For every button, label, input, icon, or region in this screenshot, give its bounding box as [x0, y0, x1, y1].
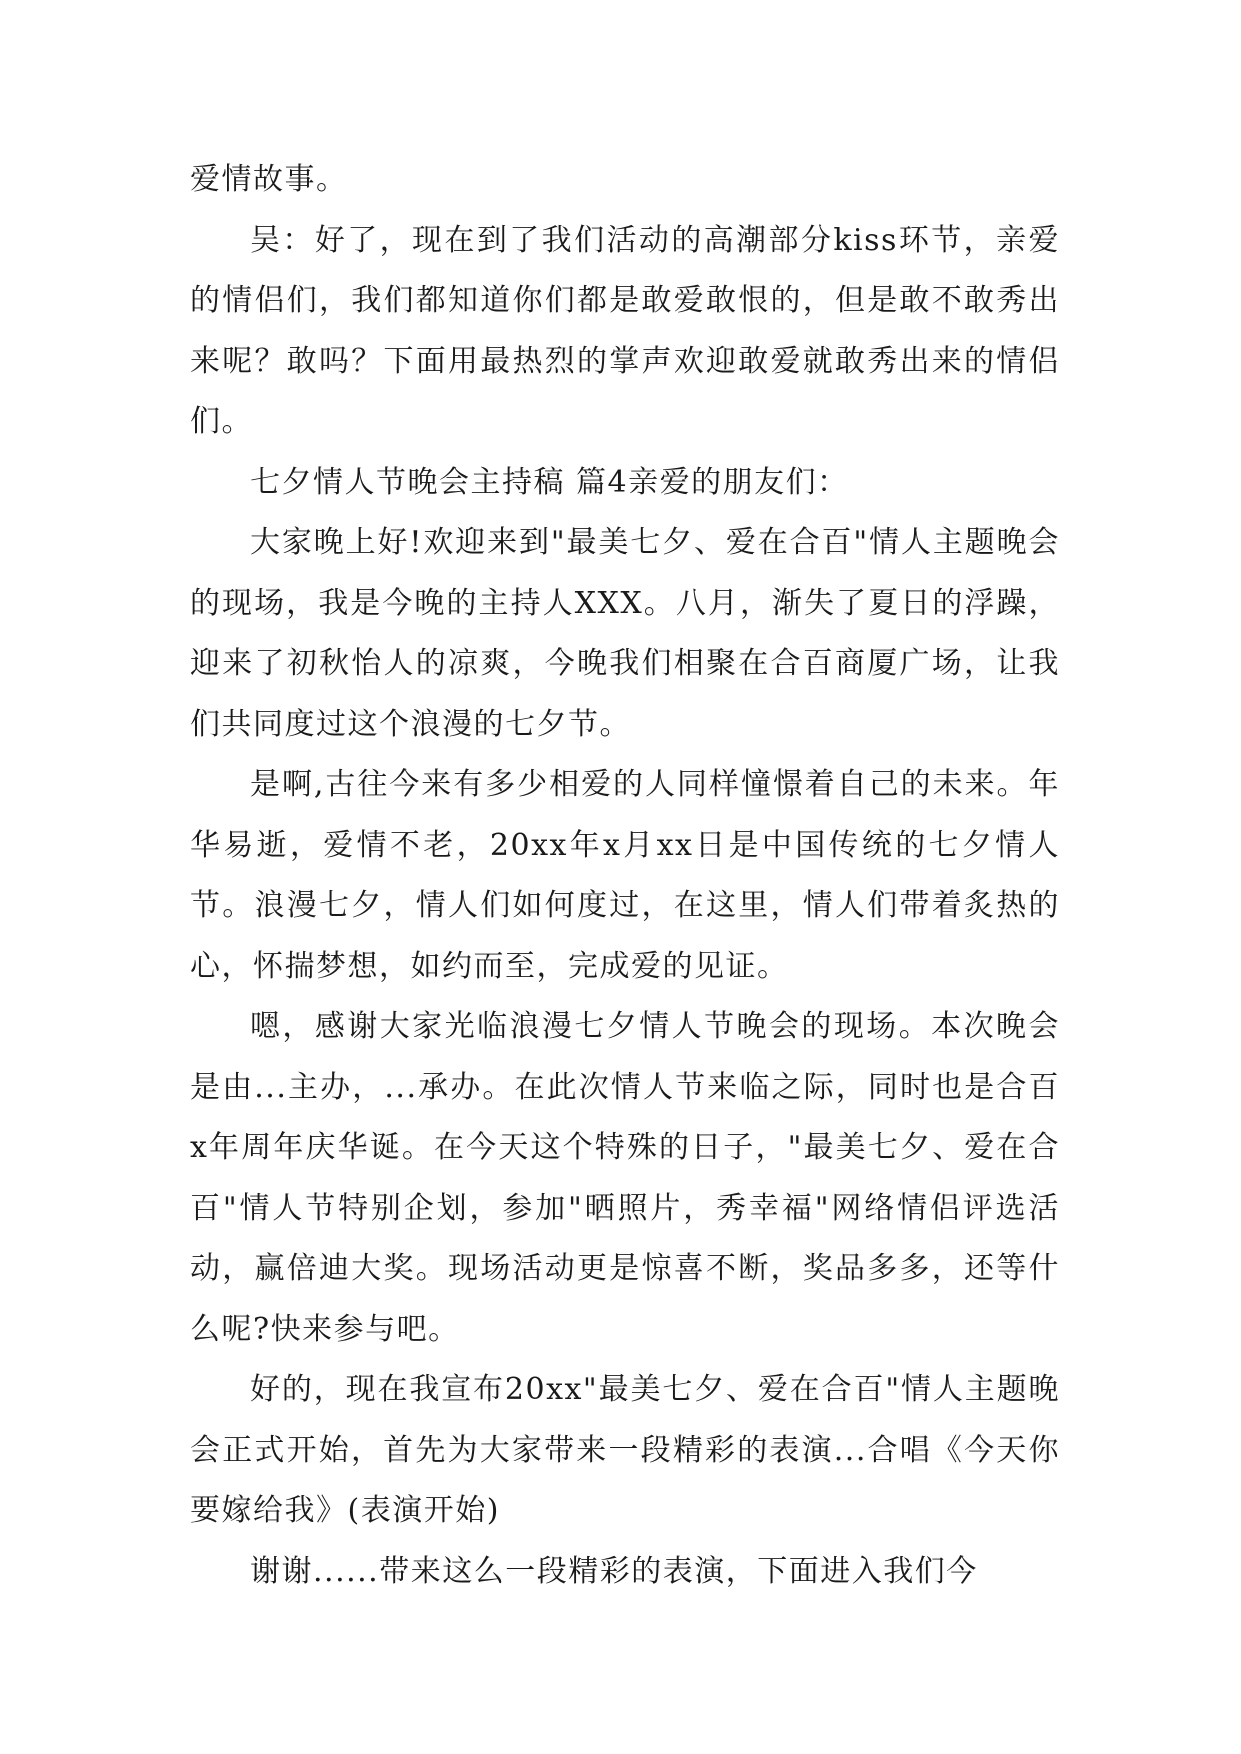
- paragraph: 大家晚上好!欢迎来到"最美七夕、爱在合百"情人主题晚会的现场，我是今晚的主持人XXX。八月，渐失了夏日的浮躁，迎来了初秋怡人的凉爽，今晚我们相聚在合百商厦广场，让我们共同度过这个浪漫的七夕节。: [190, 525, 1060, 742]
- paragraph: 吴：好了，现在到了我们活动的高潮部分kiss环节，亲爱的情侣们，我们都知道你们都是敢爱敢恨的，但是敢不敢秀出来呢？敢吗？下面用最热烈的掌声欢迎敢爱就敢秀出来的情侣们。: [190, 222, 1060, 439]
- paragraph: 谢谢......带来这么一段精彩的表演，下面进入我们今: [250, 1553, 978, 1589]
- paragraph: 好的，现在我宣布20xx"最美七夕、爱在合百"情人主题晚会正式开始，首先为大家带来一段精彩的表演...合唱《今天你要嫁给我》(表演开始): [190, 1372, 1060, 1528]
- section-heading: 七夕情人节晚会主持稿 篇4亲爱的朋友们：: [250, 464, 849, 500]
- document-page: [190, 150, 1060, 1602]
- paragraph: 嗯，感谢大家光临浪漫七夕情人节晚会的现场。本次晚会是由...主办，...承办。在此次情人节来临之际，同时也是合百x年周年庆华诞。在今天这个特殊的日子，"最美七夕、爱在合百"情人节特别企划，参加"晒照片，秀幸福"网络情侣评选活动，赢倍迪大奖。现场活动更是惊喜不断，奖品多多，还等什么呢?快来参与吧。: [190, 1009, 1060, 1347]
- paragraph: 爱情故事。: [190, 162, 348, 197]
- paragraph: 是啊,古往今来有多少相爱的人同样憧憬着自己的未来。年华易逝，爱情不老，20xx年x月xx日是中国传统的七夕情人节。浪漫七夕，情人们如何度过，在这里，情人们带着炙热的心，怀揣梦想，如约而至，完成爱的见证。: [190, 767, 1060, 984]
